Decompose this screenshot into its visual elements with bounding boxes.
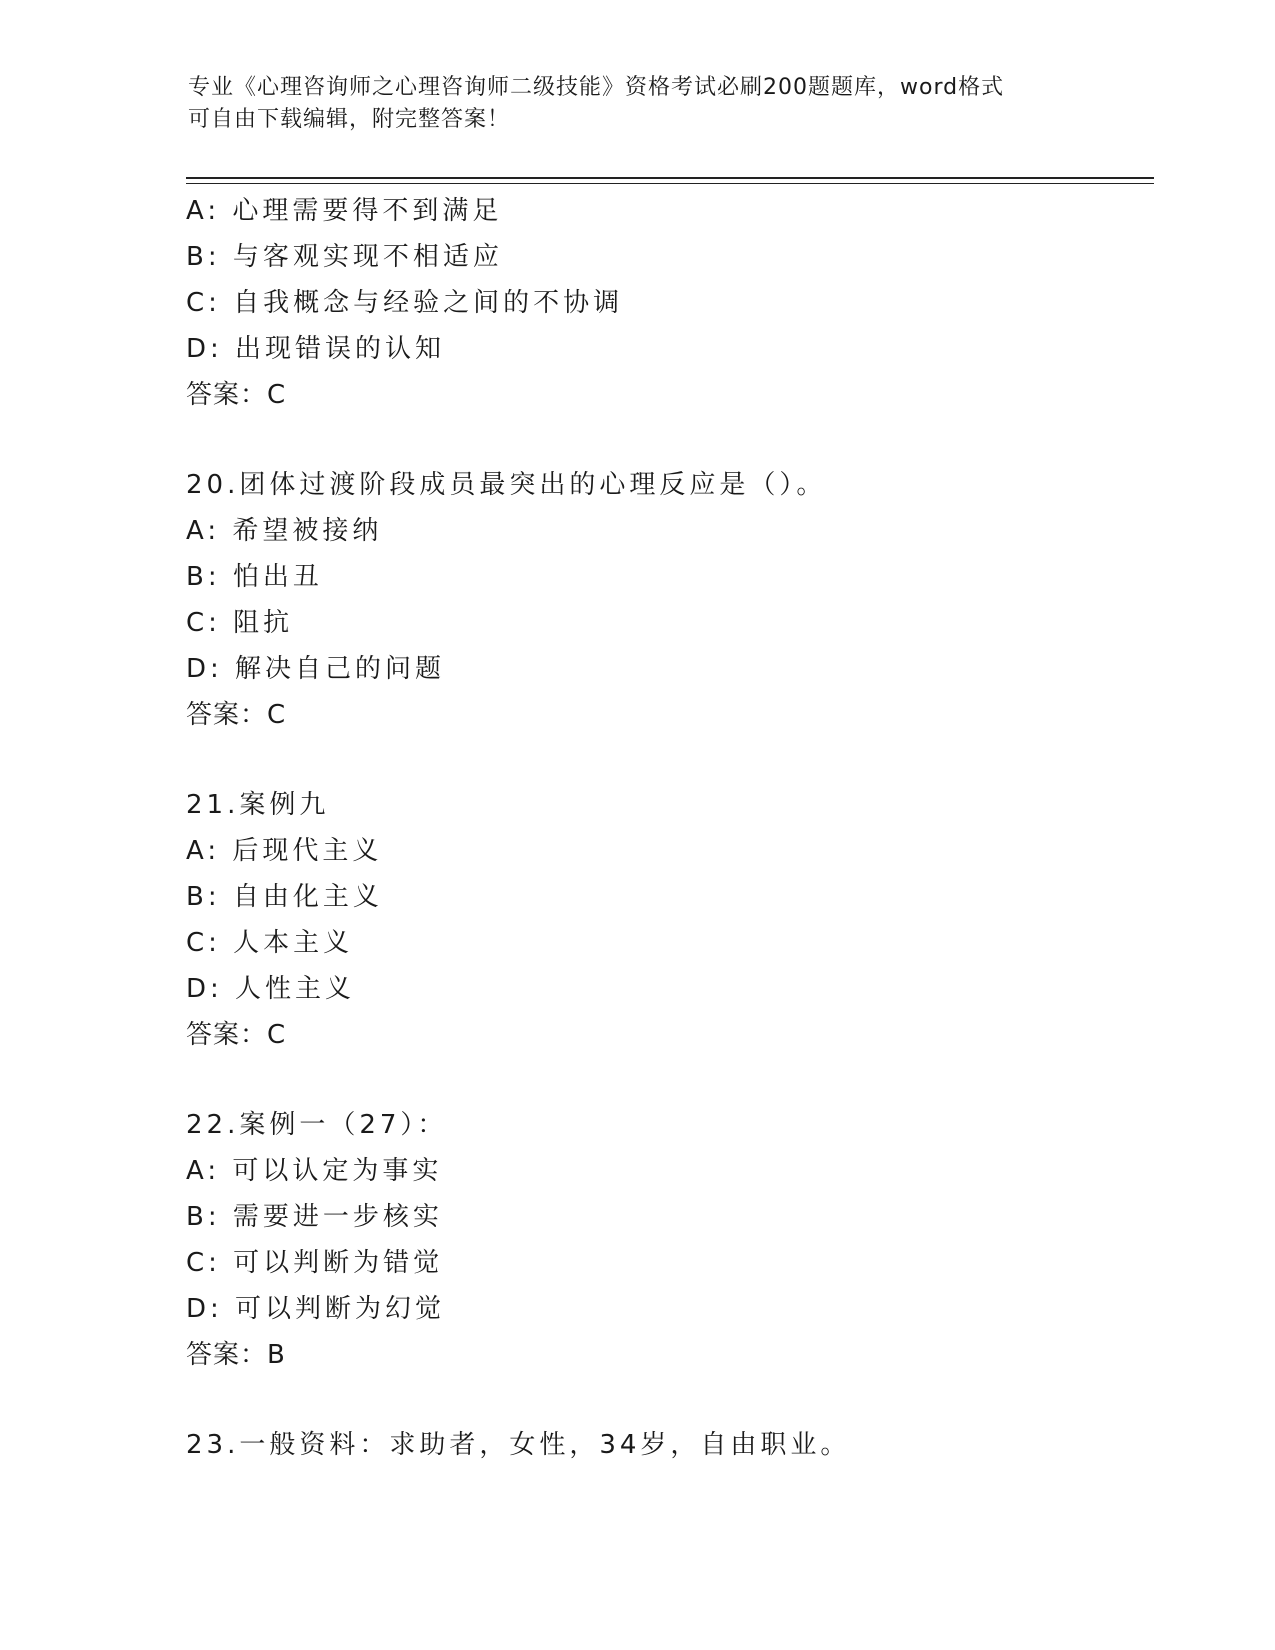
question-list [186,188,1146,1468]
option-b: B: 怕出丑 [186,562,323,592]
option-d: D: 出现错误的认知 [186,334,446,364]
question-block [186,188,1146,418]
answer-line: 答案：C [186,700,287,730]
question-block [186,1422,1146,1468]
option-b: B: 自由化主义 [186,882,383,912]
header-divider-thin [186,183,1154,184]
option-a: A: 可以认定为事实 [186,1156,443,1186]
option-b: B: 与客观实现不相适应 [186,242,503,272]
question-text: 21.案例九 [186,790,330,820]
option-c: C: 阻抗 [186,608,294,638]
header-divider-thick [186,177,1154,179]
option-a: A: 后现代主义 [186,836,383,866]
option-d: D: 人性主义 [186,974,356,1004]
option-b: B: 需要进一步核实 [186,1202,443,1232]
option-a: A: 心理需要得不到满足 [186,196,503,226]
option-d: D: 解决自己的问题 [186,654,446,684]
question-text: 20.团体过渡阶段成员最突出的心理反应是（）。 [186,470,827,500]
answer-line: 答案：C [186,380,287,410]
option-d: D: 可以判断为幻觉 [186,1294,446,1324]
option-c: C: 可以判断为错觉 [186,1248,444,1278]
option-a: A: 希望被接纳 [186,516,383,546]
option-c: C: 自我概念与经验之间的不协调 [186,288,624,318]
question-block [186,782,1146,1058]
question-text: 23.一般资料：求助者，女性，34岁，自由职业。 [186,1430,851,1460]
header-line-2: 可自由下载编辑，附完整答案！ [188,107,511,132]
question-block [186,1102,1146,1378]
header-line-1: 专业《心理咨询师之心理咨询师二级技能》资格考试必刷200题题库，word格式 [188,75,1005,100]
option-c: C: 人本主义 [186,928,354,958]
question-block [186,462,1146,738]
document-header [188,72,1088,136]
answer-line: 答案：C [186,1020,287,1050]
answer-line: 答案：B [186,1340,286,1370]
question-text: 22.案例一（27）： [186,1110,448,1140]
